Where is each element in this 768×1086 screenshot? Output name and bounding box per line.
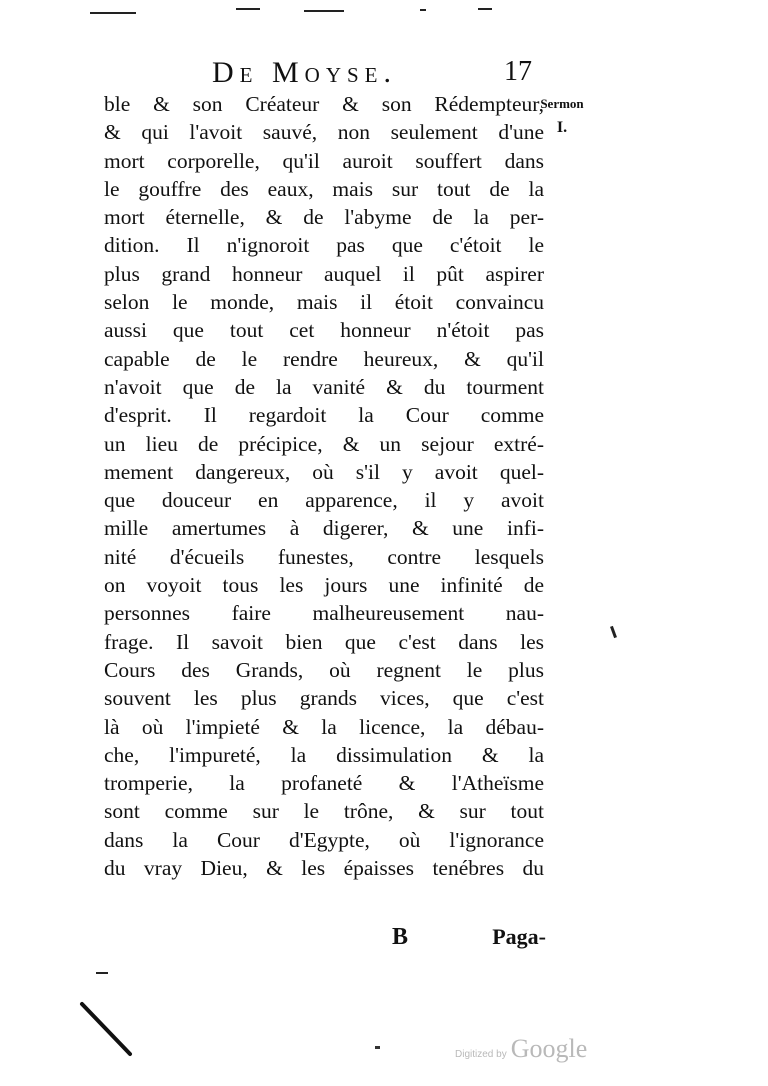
text-line: sont comme sur le trône, & sur tout	[104, 799, 544, 824]
text-line: on voyoit tous les jours une infinité de	[104, 573, 544, 598]
page-header	[212, 56, 532, 90]
watermark-prefix: Digitized by	[455, 1049, 507, 1060]
text-line: mort éternelle, & de l'abyme de la per-	[104, 205, 544, 230]
text-line: aussi que tout cet honneur n'étoit pas	[104, 318, 544, 343]
text-line: mement dangereux, où s'il y avoit quel-	[104, 459, 544, 484]
catchword: Paga-	[492, 924, 546, 949]
page-corner-stroke	[78, 1000, 138, 1060]
text-line: dans la Cour d'Egypte, où l'ignorance	[104, 827, 544, 852]
text-line: selon le monde, mais il étoit convaincu	[104, 290, 544, 315]
running-head: De Moyse.	[212, 56, 398, 89]
signature-mark: B	[392, 924, 409, 950]
text-line: plus grand honneur auquel il pût aspirer	[104, 261, 544, 286]
edge-mark	[420, 9, 426, 11]
text-line: là où l'impieté & la licence, la débau-	[104, 714, 544, 739]
text-line: che, l'impureté, la dissimulation & la	[104, 742, 544, 767]
text-line: que douceur en apparence, il y avoit	[104, 488, 544, 513]
stray-mark	[610, 626, 617, 638]
text-line: mille amertumes à digerer, & une infi-	[104, 516, 544, 541]
text-line: & qui l'avoit sauvé, non seulement d'une	[104, 120, 544, 145]
text-line: capable de le rendre heureux, & qu'il	[104, 346, 544, 371]
text-line: d'esprit. Il regardoit la Cour comme	[104, 403, 544, 428]
margin-note-number: I.	[556, 119, 568, 136]
text-line: n'avoit que de la vanité & du tourment	[104, 374, 544, 399]
top-edge-marks	[90, 6, 610, 20]
text-line: du vray Dieu, & les épaisses tenébres du	[104, 856, 544, 881]
edge-mark	[90, 12, 136, 14]
text-line: nité d'écueils funestes, contre lesquels	[104, 544, 544, 569]
google-logo: Google	[510, 1034, 588, 1063]
margin-note-label: Sermon	[540, 96, 584, 111]
text-line: le gouffre des eaux, mais sur tout de la	[104, 176, 544, 201]
text-line: personnes faire malheureusement nau-	[104, 601, 544, 626]
text-line: ble & son Créateur & son Rédempteur,	[104, 92, 544, 116]
page-footer	[392, 924, 546, 956]
text-line: dition. Il n'ignoroit pas que c'étoit le	[104, 233, 544, 258]
text-line: frage. Il savoit bien que c'est dans les	[104, 629, 544, 654]
body-text	[104, 90, 544, 882]
stray-mark	[96, 972, 108, 974]
text-line: souvent les plus grands vices, que c'est	[104, 686, 544, 711]
text-line: tromperie, la profaneté & l'Atheïsme	[104, 771, 544, 796]
page-number: 17	[504, 56, 532, 87]
edge-mark	[236, 8, 260, 10]
stray-mark	[375, 1046, 380, 1049]
digitized-by-watermark	[455, 1034, 587, 1066]
text-line: mort corporelle, qu'il auroit souffert dans	[104, 148, 544, 173]
edge-mark	[478, 8, 492, 10]
edge-mark	[304, 10, 344, 12]
text-line: Cours des Grands, où regnent le plus	[104, 657, 544, 682]
text-line: un lieu de précipice, & un sejour extré-	[104, 431, 544, 456]
